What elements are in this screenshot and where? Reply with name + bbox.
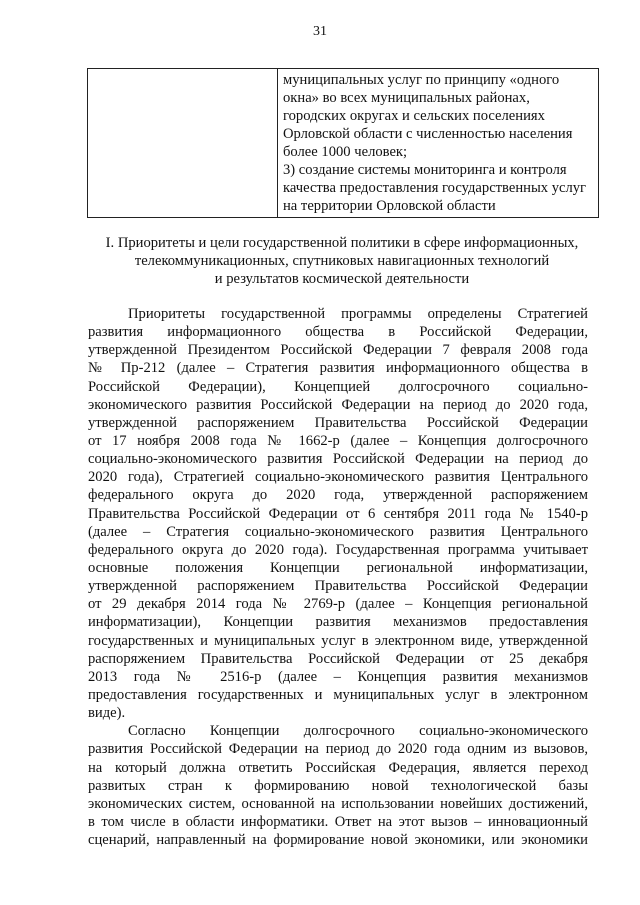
- table-cell-right: [283, 71, 595, 215]
- table-cell-line: городских округах и сельских поселениях: [283, 108, 545, 124]
- paragraph-line: федерального округа до 2020 года). Государственная программа учитывает: [88, 541, 588, 558]
- body-text: [88, 305, 588, 849]
- paragraph-line: № Пр-212 (далее – Стратегия развития информационного общества в: [88, 360, 588, 377]
- page-number: 31: [313, 24, 327, 39]
- paragraph-line: на который должна ответить Российская Федерация, является переход: [88, 759, 588, 776]
- table-cell-line: 3) создание системы мониторинга и контроля: [283, 162, 567, 178]
- paragraph-line: в том числе в области информатики. Ответ на этот вызов – инновационный: [88, 813, 588, 830]
- paragraph-line: распоряжением Правительства Российской Федерации от 25 декабря: [88, 650, 588, 667]
- heading-line: телекоммуникационных, спутниковых навигационных технологий: [134, 253, 550, 269]
- table-cell-line: муниципальных услуг по принципу «одного: [283, 72, 560, 88]
- paragraph-line: виде).: [88, 705, 126, 722]
- heading-line: I. Приоритеты и цели государственной политики в сфере информационных,: [105, 235, 579, 251]
- paragraph-line: утвержденной Президентом Российской Федерации 7 февраля 2008 года: [88, 342, 588, 359]
- paragraph-line: от 29 декабря 2014 года № 2769-р (далее – Концепция региональной: [88, 596, 588, 613]
- paragraph-line: Согласно Концепции долгосрочного социально-экономического: [128, 723, 588, 740]
- paragraph-line: государственных и муниципальных услуг в электронном виде, утвержденной: [88, 632, 588, 649]
- paragraph-line: информатизации), Концепции развития механизмов предоставления: [88, 614, 588, 631]
- table-cell-line: Орловской области с численностью населения: [283, 126, 573, 142]
- table-cell-line: окна» во всех муниципальных районах,: [283, 90, 530, 106]
- paragraph-line: от 17 ноября 2008 года № 1662-р (далее – Концепция долгосрочного: [88, 432, 588, 449]
- table-cell-line: на территории Орловской области: [283, 198, 496, 214]
- paragraph-line: утвержденной распоряжением Правительства Российской Федерации: [88, 414, 588, 431]
- table-cell-line: качества предоставления государственных услуг: [283, 180, 587, 196]
- table-cell-line: более 1000 человек;: [283, 144, 408, 160]
- paragraph-line: социально-экономического развития Российской Федерации на период до: [88, 451, 588, 468]
- paragraph-line: Российской Федерации), Концепцией долгосрочного социально-: [88, 378, 588, 395]
- paragraph-line: 2013 года № 2516-р (далее – Концепция развития механизмов: [88, 668, 588, 685]
- table-column-divider: [277, 69, 278, 217]
- paragraph-line: Приоритеты государственной программы определены Стратегией: [128, 306, 588, 322]
- paragraph-line: предоставления государственных и муниципальных услуг в электронном: [88, 686, 588, 703]
- paragraph-line: утвержденной распоряжением Правительства Российской Федерации: [88, 578, 588, 595]
- paragraph-line: развитых стран к формированию новой технологической базы: [88, 777, 588, 794]
- paragraph-line: развития информационного общества в Российской Федерации,: [88, 324, 588, 341]
- paragraph-line: Правительства Российской Федерации от 6 сентября 2011 года № 1540-р: [88, 505, 588, 522]
- paragraph-line: экономического развития Российской Федерации на период до 2020 года,: [88, 396, 588, 413]
- paragraph-line: развития Российской Федерации на период до 2020 года одним из вызовов,: [88, 741, 588, 758]
- section-heading: [82, 234, 602, 288]
- paragraph-line: экономических систем, основанной на использовании новейших достижений,: [88, 795, 588, 812]
- paragraph-line: (далее – Стратегия социально-экономического развития Центрального: [88, 523, 588, 540]
- paragraph-line: 2020 года), Стратегией социально-экономического развития Центрального: [88, 469, 588, 486]
- paragraph-line: сценарий, направленный на формирование новой экономики, или экономики: [88, 832, 588, 849]
- heading-line: и результатов космической деятельности: [214, 271, 470, 287]
- table-continuation: [87, 68, 599, 218]
- paragraph-line: основные положения Концепции региональной информатизации,: [88, 559, 588, 576]
- paragraph-line: федерального округа до 2020 года, утвержденной распоряжением: [88, 487, 588, 504]
